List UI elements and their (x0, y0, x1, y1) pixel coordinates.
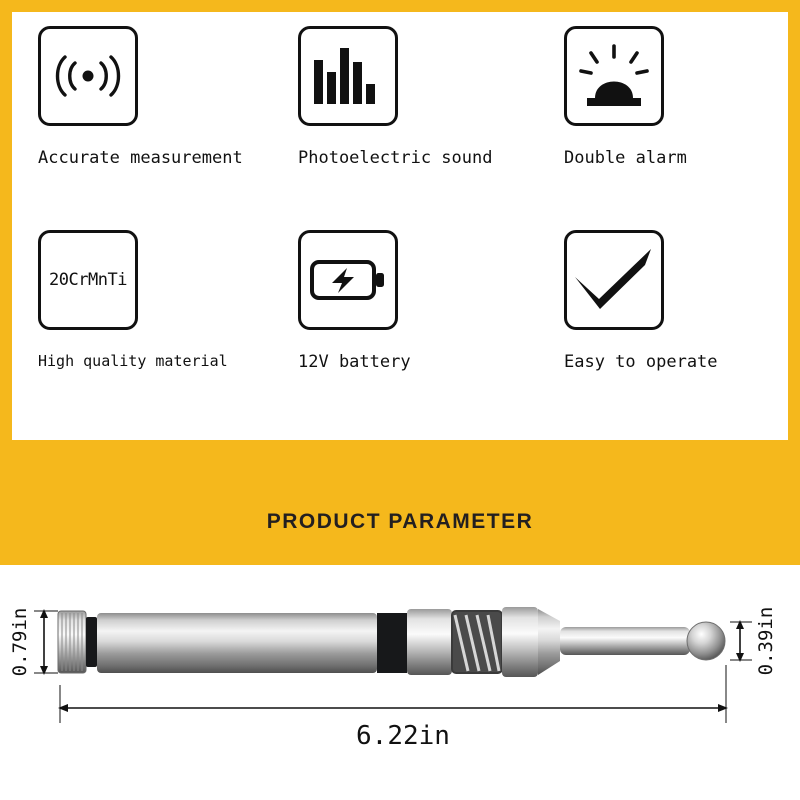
feature-label: Easy to operate (564, 352, 718, 372)
feature-label: 12V battery (298, 352, 411, 372)
product-parameter-band (0, 440, 800, 565)
signal-waves-icon (38, 26, 138, 126)
bar-levels-glyph (312, 46, 384, 106)
bar-levels-icon (298, 26, 398, 126)
alarm-beacon-glyph (577, 44, 651, 108)
dimension-length (58, 665, 728, 751)
feature-item (526, 18, 778, 222)
dimension-height-left (9, 608, 58, 677)
product-diagram (0, 565, 800, 800)
dimension-height-left-text: 0.79in (9, 607, 31, 677)
material-code-icon (38, 230, 138, 330)
signal-waves-glyph (51, 50, 125, 102)
dimension-tip-height-right (730, 607, 777, 676)
material-code-text: 20CrMnTi (49, 270, 127, 290)
feature-label: Double alarm (564, 148, 687, 168)
features-grid (12, 12, 788, 440)
feature-label: Accurate measurement (38, 148, 243, 168)
feature-item (22, 18, 274, 222)
battery-bolt-icon (298, 230, 398, 330)
feature-item (22, 222, 274, 426)
feature-label: Photoelectric sound (298, 148, 493, 168)
alarm-beacon-icon (564, 26, 664, 126)
dimension-length-text: 6.22in (356, 721, 450, 751)
band-title: PRODUCT PARAMETER (266, 510, 534, 533)
battery-bolt-glyph (309, 256, 387, 304)
feature-item (274, 222, 526, 426)
tool-body (58, 607, 725, 677)
feature-item (274, 18, 526, 222)
checkmark-glyph (573, 247, 655, 313)
signal-center-dot (83, 71, 94, 82)
checkmark-icon (564, 230, 664, 330)
feature-item (526, 222, 778, 426)
product-diagram-svg (0, 565, 800, 800)
feature-label: High quality material (38, 352, 228, 370)
dimension-tip-height-right-text: 0.39in (755, 606, 777, 676)
